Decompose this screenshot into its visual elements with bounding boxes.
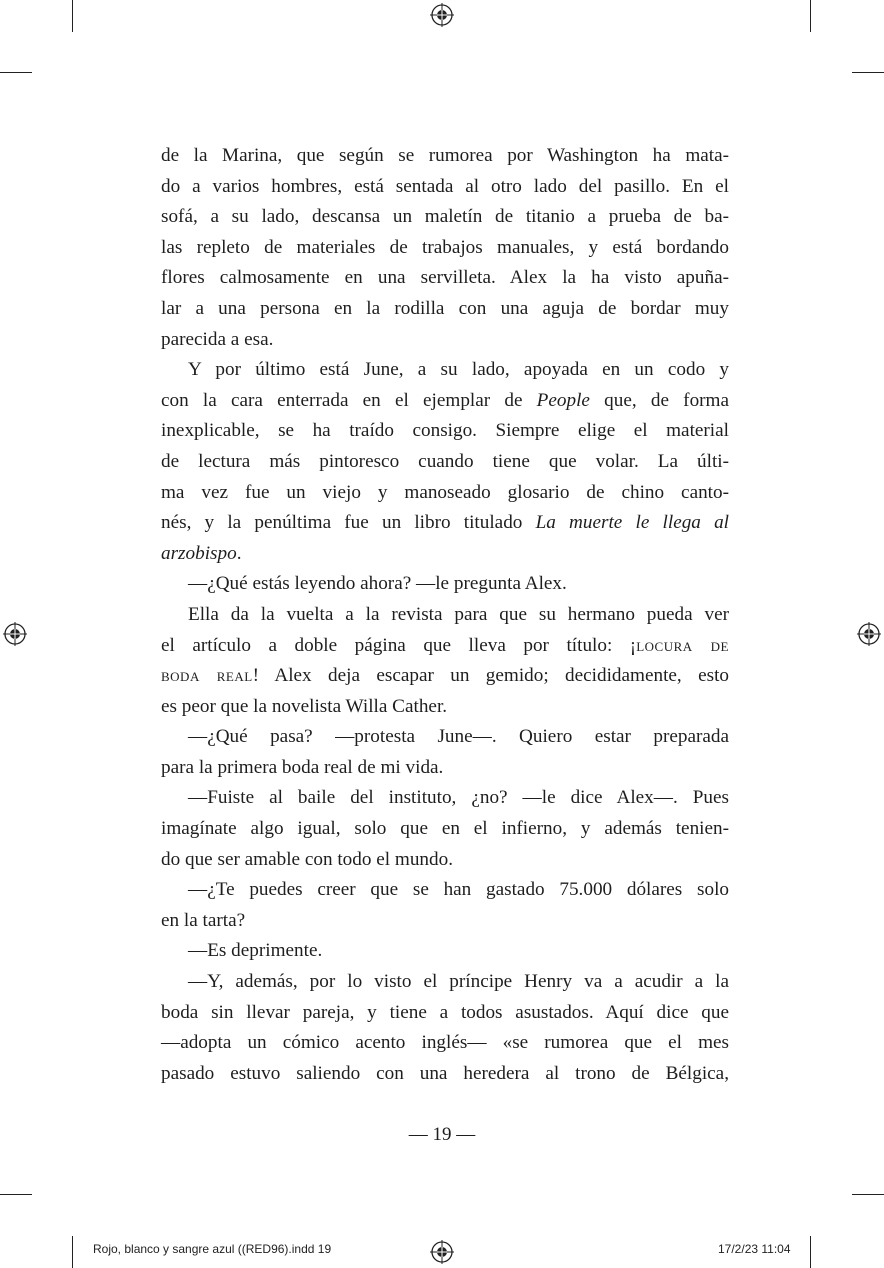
text-run: nés, y la penúltima fue un libro titulado <box>161 512 536 534</box>
text-line <box>161 539 729 570</box>
text-run: en la tarta? <box>161 909 246 931</box>
body-text <box>161 141 729 1089</box>
text-run: el artículo a doble página que lleva por título: ¡ <box>161 634 637 656</box>
italic-text: La muerte le llega al <box>535 512 730 534</box>
text-line <box>161 416 729 447</box>
text-line <box>161 1028 729 1059</box>
text-line <box>161 967 729 998</box>
text-line <box>161 355 729 386</box>
crop-mark-bottom-right <box>810 1236 811 1268</box>
text-run: que, de forma <box>589 389 729 411</box>
text-run: ! Alex deja escapar un gemido; decididamente, esto <box>252 665 729 687</box>
text-run: —adopta un cómico acento inglés— «se rumorea que el mes <box>161 1032 729 1054</box>
text-run: parecida a esa. <box>161 328 274 350</box>
text-run: flores calmosamente en una servilleta. Alex la ha visto apuña- <box>161 267 729 289</box>
text-run: —¿Qué pasa? —protesta June—. Quiero estar preparada <box>188 726 729 748</box>
slug-date: 17/2/23 11:04 <box>718 1242 791 1256</box>
small-caps-text: locura de <box>636 634 729 656</box>
crop-mark-left-top <box>0 72 32 73</box>
registration-mark-icon <box>430 3 454 27</box>
text-line <box>161 447 729 478</box>
text-line <box>161 508 729 539</box>
crop-mark-right-top <box>852 72 884 73</box>
text-line <box>161 478 729 509</box>
slug-filename: Rojo, blanco y sangre azul ((RED96).indd 19 <box>93 1242 332 1256</box>
text-run: . <box>236 542 242 564</box>
text-line <box>161 783 729 814</box>
text-run: Y por último está June, a su lado, apoyada en un codo y <box>188 359 729 381</box>
text-line <box>161 722 729 753</box>
text-line <box>161 233 729 264</box>
crop-mark-top-right <box>810 0 811 32</box>
crop-mark-right-bottom <box>852 1194 884 1195</box>
text-line <box>161 845 729 876</box>
text-line <box>161 875 729 906</box>
text-run: ma vez fue un viejo y manoseado glosario de chino canto- <box>161 481 729 503</box>
text-line <box>161 172 729 203</box>
text-line <box>161 814 729 845</box>
small-caps-text: boda real <box>161 665 253 687</box>
crop-mark-top-left <box>72 0 73 32</box>
text-line <box>161 141 729 172</box>
text-run: de la Marina, que según se rumorea por Washington ha mata- <box>161 145 729 166</box>
text-line <box>161 263 729 294</box>
registration-mark-icon <box>430 1240 454 1264</box>
text-line <box>161 600 729 631</box>
registration-mark-icon <box>857 622 881 646</box>
text-line <box>161 753 729 784</box>
text-line <box>161 631 729 662</box>
text-run: sofá, a su lado, descansa un maletín de titanio a prueba de ba- <box>161 206 729 228</box>
text-run: inexplicable, se ha traído consigo. Siempre elige el material <box>161 420 729 442</box>
crop-mark-left-bottom <box>0 1194 32 1195</box>
text-run: con la cara enterrada en el ejemplar de <box>161 389 537 411</box>
text-run: —Fuiste al baile del instituto, ¿no? —le dice Alex—. Pues <box>188 787 729 809</box>
text-run: Ella da la vuelta a la revista para que su hermano pueda ver <box>188 603 729 625</box>
text-line <box>161 906 729 937</box>
text-run: para la primera boda real de mi vida. <box>161 756 444 778</box>
registration-mark-icon <box>3 622 27 646</box>
text-run: las repleto de materiales de trabajos manuales, y está bordando <box>161 236 729 258</box>
crop-mark-bottom-left <box>72 1236 73 1268</box>
text-line <box>161 1059 729 1090</box>
text-line <box>161 386 729 417</box>
page-number: — 19 — <box>408 1124 476 1145</box>
text-run: —¿Te puedes creer que se han gastado 75.000 dólares solo <box>188 879 729 901</box>
text-line <box>161 692 729 723</box>
text-run: —¿Qué estás leyendo ahora? —le pregunta Alex. <box>188 573 567 595</box>
italic-text: arzobispo <box>161 542 237 564</box>
text-run: de lectura más pintoresco cuando tiene que volar. La últi- <box>161 450 729 472</box>
text-run: do a varios hombres, está sentada al otro lado del pasillo. En el <box>161 175 729 197</box>
italic-text: People <box>536 389 590 411</box>
text-line <box>161 325 729 356</box>
text-line <box>161 202 729 233</box>
text-run: —Y, además, por lo visto el príncipe Henry va a acudir a la <box>188 971 729 993</box>
text-line <box>161 661 729 692</box>
text-line <box>161 294 729 325</box>
text-line <box>161 936 729 967</box>
text-run: pasado estuvo saliendo con una heredera al trono de Bélgica, <box>161 1062 729 1084</box>
text-line <box>161 569 729 600</box>
text-run: —Es deprimente. <box>188 940 323 962</box>
text-run: es peor que la novelista Willa Cather. <box>161 695 448 717</box>
text-run: do que ser amable con todo el mundo. <box>161 848 454 870</box>
text-line <box>161 998 729 1029</box>
text-run: boda sin llevar pareja, y tiene a todos asustados. Aquí dice que <box>161 1001 729 1023</box>
text-run: imagínate algo igual, solo que en el infierno, y además tenien- <box>161 818 729 840</box>
text-run: lar a una persona en la rodilla con una aguja de bordar muy <box>161 297 729 319</box>
